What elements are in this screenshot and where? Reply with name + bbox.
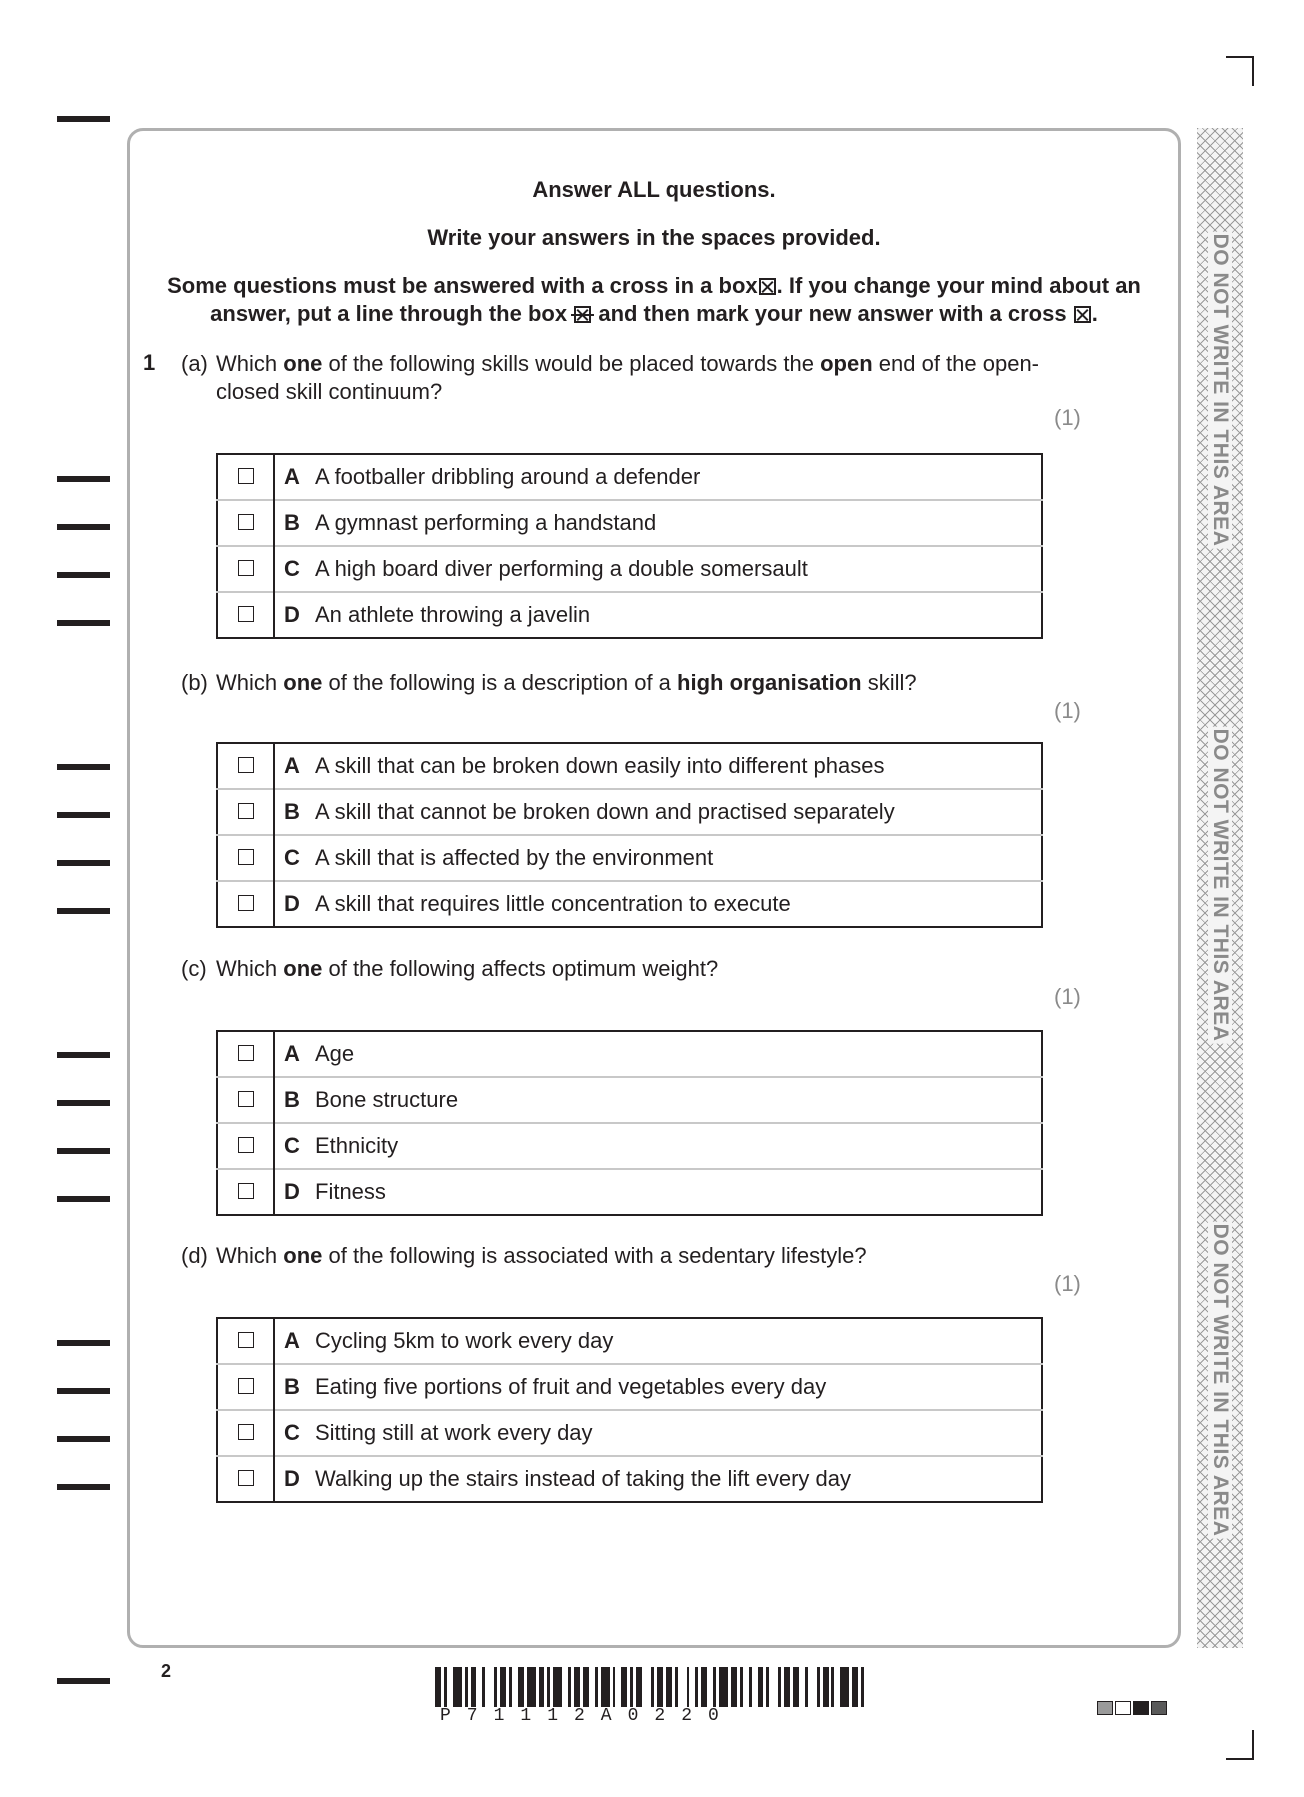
timing-mark <box>57 476 110 482</box>
crossed-box-icon <box>759 278 776 295</box>
question-stem <box>216 955 1046 983</box>
answer-checkbox[interactable] <box>238 803 254 819</box>
barcode-number: P71112A0220 <box>440 1706 735 1726</box>
part-label: (b) <box>181 670 208 695</box>
answer-checkbox[interactable] <box>238 1137 254 1153</box>
timing-mark <box>57 116 110 122</box>
option-letter: C <box>274 1410 309 1456</box>
timing-mark <box>57 860 110 866</box>
instruction-cross-box <box>140 272 1168 328</box>
crossed-box-icon <box>1074 306 1091 323</box>
timing-mark <box>57 1340 110 1346</box>
option-letter: D <box>274 1456 309 1502</box>
instruction-spaces: Write your answers in the spaces provided. <box>427 225 881 250</box>
stem-text: end of the open-closed skill continuum? <box>216 351 1040 404</box>
answer-checkbox[interactable] <box>238 560 254 576</box>
option-checkbox-cell <box>217 1456 274 1502</box>
marks-allocation: (1) <box>1054 698 1081 723</box>
option-row <box>217 1123 1042 1169</box>
page-number: 2 <box>161 1661 172 1681</box>
marks-allocation: (1) <box>1054 405 1081 430</box>
option-checkbox-cell <box>217 500 274 546</box>
instruction-text: answer, put a line through the box <box>210 301 568 326</box>
stem-emphasis: high organisation <box>677 670 862 695</box>
timing-mark <box>57 524 110 530</box>
instruction-answer-all: Answer ALL questions. <box>532 177 776 202</box>
timing-mark <box>57 764 110 770</box>
indicator-square <box>1097 1701 1113 1715</box>
crop-mark-top-right <box>1252 56 1254 86</box>
stem-text: of the following affects optimum weight? <box>322 956 719 981</box>
stem-emphasis: one <box>283 670 323 695</box>
option-text: A skill that cannot be broken down and practised separately <box>309 789 1042 835</box>
option-letter: A <box>284 753 300 778</box>
stem-emphasis: one <box>283 956 323 981</box>
question-stem <box>216 1242 1046 1270</box>
option-text: An athlete throwing a javelin <box>309 592 1042 638</box>
struck-crossed-box-icon <box>574 306 591 323</box>
barcode-bar <box>719 1667 728 1707</box>
options-table <box>216 453 1043 639</box>
stem-emphasis: one <box>283 351 323 376</box>
option-checkbox-cell <box>217 1410 274 1456</box>
option-text: Cycling 5km to work every day <box>315 1328 614 1353</box>
answer-checkbox[interactable] <box>238 514 254 530</box>
option-text: A skill that requires little concentration to execute <box>309 881 1042 927</box>
barcode-bar <box>527 1667 536 1707</box>
option-checkbox-cell <box>217 1077 274 1123</box>
option-letter: A <box>284 1041 300 1066</box>
timing-mark <box>57 1052 110 1058</box>
timing-mark <box>57 620 110 626</box>
question-stem <box>216 669 1046 697</box>
answer-checkbox[interactable] <box>238 1470 254 1486</box>
option-letter: D <box>274 592 309 638</box>
barcode <box>435 1667 871 1707</box>
option-checkbox-cell <box>217 454 274 500</box>
stem-emphasis: one <box>283 1243 323 1268</box>
option-checkbox-cell <box>217 546 274 592</box>
option-checkbox-cell <box>217 1318 274 1364</box>
answer-checkbox[interactable] <box>238 1045 254 1061</box>
barcode-bar <box>864 1667 870 1707</box>
option-text: A high board diver performing a double somersault <box>309 546 1042 592</box>
option-checkbox-cell <box>217 1123 274 1169</box>
barcode-bar <box>642 1667 651 1707</box>
options-table <box>216 1030 1043 1216</box>
instruction-text: Some questions must be answered with a cross in a box <box>167 273 758 298</box>
option-row <box>217 835 1042 881</box>
question-number: 1 <box>143 350 156 375</box>
option-checkbox-cell <box>217 743 274 789</box>
marks-allocation: (1) <box>1054 984 1081 1009</box>
option-row <box>217 1031 1042 1077</box>
option-text: A skill that is affected by the environment <box>309 835 1042 881</box>
timing-mark <box>57 1196 110 1202</box>
instruction-text: and then mark your new answer with a cross <box>598 301 1067 326</box>
timing-mark <box>57 1678 110 1684</box>
option-letter: B <box>274 1364 309 1410</box>
option-row <box>217 1169 1042 1215</box>
option-row <box>217 454 1042 500</box>
barcode-bar <box>678 1667 687 1707</box>
option-checkbox-cell <box>217 1364 274 1410</box>
answer-checkbox[interactable] <box>238 468 254 484</box>
option-text: Age <box>315 1041 355 1066</box>
answer-checkbox[interactable] <box>238 1332 254 1348</box>
stem-emphasis: open <box>820 351 873 376</box>
part-label: (d) <box>181 1243 208 1268</box>
option-text: A footballer dribbling around a defender <box>315 464 701 489</box>
answer-checkbox[interactable] <box>238 757 254 773</box>
marks-allocation: (1) <box>1054 1271 1081 1296</box>
option-letter: C <box>274 546 309 592</box>
answer-checkbox[interactable] <box>238 849 254 865</box>
option-letter: D <box>274 881 309 927</box>
crop-mark-top-right <box>1226 56 1254 58</box>
barcode-bar <box>808 1667 817 1707</box>
question-stem <box>216 350 1046 406</box>
indicator-square <box>1133 1701 1149 1715</box>
options-table <box>216 1317 1043 1503</box>
answer-checkbox[interactable] <box>238 1424 254 1440</box>
stem-text: of the following is associated with a sedentary lifestyle? <box>322 1243 867 1268</box>
option-letter: C <box>274 1123 309 1169</box>
option-letter: C <box>274 835 309 881</box>
answer-checkbox[interactable] <box>238 606 254 622</box>
options-table <box>216 742 1043 928</box>
crop-mark-bottom-right <box>1252 1730 1254 1760</box>
option-row <box>217 743 1042 789</box>
option-checkbox-cell <box>217 835 274 881</box>
timing-mark <box>57 812 110 818</box>
option-row <box>217 1456 1042 1502</box>
option-checkbox-cell <box>217 1031 274 1077</box>
barcode-bar <box>453 1667 462 1707</box>
timing-mark <box>57 1148 110 1154</box>
timing-mark <box>57 1484 110 1490</box>
instruction-text: . <box>1091 301 1098 326</box>
option-letter: B <box>274 500 309 546</box>
option-row <box>217 592 1042 638</box>
answer-checkbox[interactable] <box>238 1091 254 1107</box>
option-checkbox-cell <box>217 592 274 638</box>
barcode-bar <box>485 1667 494 1707</box>
crop-mark-bottom-right <box>1226 1758 1254 1760</box>
option-text: A skill that can be broken down easily into different phases <box>315 753 885 778</box>
timing-mark <box>57 1100 110 1106</box>
option-text: A gymnast performing a handstand <box>309 500 1042 546</box>
option-letter: D <box>274 1169 309 1215</box>
option-row <box>217 546 1042 592</box>
option-checkbox-cell <box>217 789 274 835</box>
option-text: Ethnicity <box>309 1123 1042 1169</box>
option-text: Eating five portions of fruit and vegetables every day <box>309 1364 1042 1410</box>
option-letter: B <box>274 1077 309 1123</box>
answer-checkbox[interactable] <box>238 1183 254 1199</box>
option-checkbox-cell <box>217 881 274 927</box>
barcode-bar <box>840 1667 849 1707</box>
timing-mark <box>57 1388 110 1394</box>
option-checkbox-cell <box>217 1169 274 1215</box>
option-letter: A <box>284 464 300 489</box>
stem-text: Which <box>216 1243 284 1268</box>
timing-mark <box>57 908 110 914</box>
option-letter: B <box>274 789 309 835</box>
indicator-square <box>1151 1701 1167 1715</box>
answer-checkbox[interactable] <box>238 895 254 911</box>
stem-text: Which <box>216 351 284 376</box>
timing-mark <box>57 1436 110 1442</box>
option-text: Bone structure <box>309 1077 1042 1123</box>
option-row <box>217 500 1042 546</box>
barcode-bar <box>601 1667 610 1707</box>
stem-text: Which <box>216 956 284 981</box>
barcode-bar <box>769 1667 778 1707</box>
option-text: Sitting still at work every day <box>309 1410 1042 1456</box>
option-letter: A <box>284 1328 300 1353</box>
answer-checkbox[interactable] <box>238 1378 254 1394</box>
barcode-bar <box>553 1667 562 1707</box>
option-row <box>217 1364 1042 1410</box>
part-label: (a) <box>181 351 208 376</box>
timing-mark <box>57 572 110 578</box>
stem-text: of the following is a description of a <box>322 670 678 695</box>
page-indicator-squares <box>1097 1701 1167 1715</box>
option-row <box>217 881 1042 927</box>
instruction-text: . If you change your mind about an <box>776 273 1141 298</box>
option-row <box>217 1077 1042 1123</box>
part-label: (c) <box>181 956 207 981</box>
option-row <box>217 1318 1042 1364</box>
indicator-square <box>1115 1701 1131 1715</box>
stem-text: Which <box>216 670 284 695</box>
stem-text: of the following skills would be placed towards the <box>322 351 821 376</box>
stem-text: skill? <box>861 670 917 695</box>
option-row <box>217 789 1042 835</box>
option-text: Walking up the stairs instead of taking the lift every day <box>309 1456 1042 1502</box>
option-text: Fitness <box>309 1169 1042 1215</box>
option-row <box>217 1410 1042 1456</box>
